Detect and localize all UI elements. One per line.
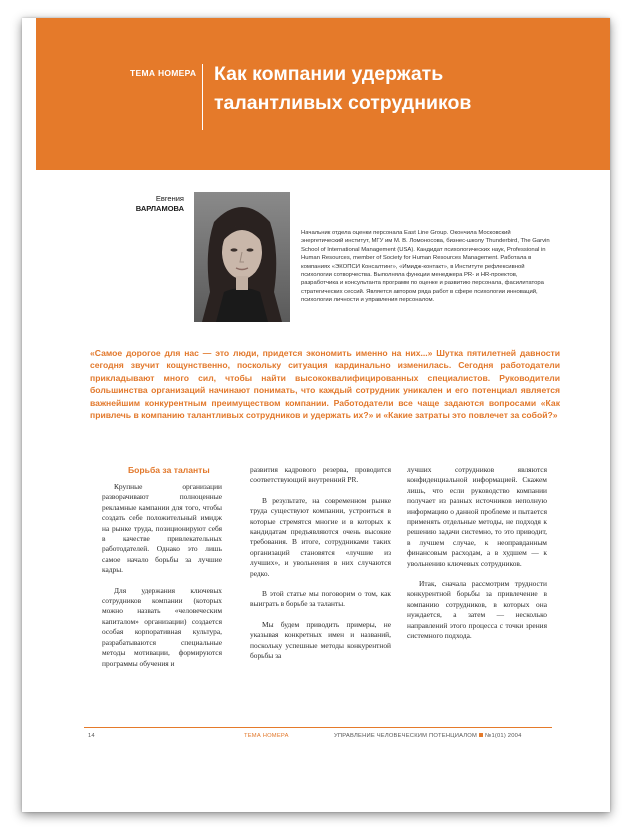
footer-rubric: ТЕМА НОМЕРА	[244, 733, 289, 739]
article-lead: «Самое дорогое для нас — это люди, придется экономить именно на них...» Шутка пятилетней давности сегодня звучит кощунственно, поскольку ситуация кардинально изменилась. Сегодня работодатели прикладывают много сил, чтобы найти высококвалифицированных специалистов. Руководители большинства организаций начинают понимать, что каждый сотрудник уникален и его потенциал является важнейшим конкурентным преимуществом компании. Работодатели все чаще задаются вопросами «Как привлечь в компанию талантливых сотрудников и удержать их?» и «Какие затраты это повлечет за собой?»	[90, 348, 560, 421]
author-first-name: Евгения	[155, 194, 184, 203]
paragraph: В результате, на современном рынке труда существуют компании, устроиться в которые стремятся многие и в которых к кандидатам предъявляются очень высокие требования. В итоге, сотрудниками таких организаций становятся «лучшие из лучших», и увольнения в них случаются редко.	[250, 495, 391, 578]
paragraph: Для удержания ключевых сотрудников компании (которых можно назвать «человеческим капиталом» организации) создается особая корпоративная культура, разрабатываются специальные методы мотивации, формируются программы обучения и	[102, 585, 222, 668]
paragraph: Итак, сначала рассмотрим трудности конкурентной борьбы за привлечение в компанию сотрудников, в которых она нуждается, а затем — несколько направлений этого процесса с точки зрения системного подхода.	[407, 579, 547, 641]
paragraph: лучших сотрудников являются конфиденциальной информацией. Скажем лишь, что если руководство компании получает из разных источников неполную информацию о данной проблеме и пытается применять отдельные методы, не подходя к решению задачи системно, то это приводит, в лучшем случае, к неоправданным финансовым расходам, а в худшем — к увольнению ключевых сотрудников.	[407, 465, 547, 568]
paragraph: В этой статье мы поговорим о том, как выиграть в борьбе за таланты.	[250, 589, 391, 609]
text-column-1	[102, 482, 222, 669]
author-bio: Начальник отдела оценки персонала East Line Group. Окончила Московский энергетический институт, МГУ им М. В. Ломоносова, бизнес-школу Thunderbird, The Garvin School of International Management (USA). Кандидат психологических наук, Professional in Human Resources, member of Society for Human Resources Management. Работала в компаниях «ЭКОПСИ Консалтинг», «Имидж-контакт», в Институте рефлексивной психологии сотворчества. Выполняла функции менеджера PR- и HR-проектов, разработчика и консультанта программ по оценке и развитию персонала, фасилитатора стратегических сессий. Является автором ряда работ в сфере психологии инноваций, психологии личности и управления персоналом.	[301, 230, 550, 304]
text-column-2	[250, 465, 391, 662]
text-column-3	[407, 465, 547, 642]
issue-number: №1(01) 2004	[485, 733, 522, 739]
square-bullet-icon	[479, 733, 483, 737]
author-photo	[194, 192, 290, 322]
paragraph: развития кадрового резерва, проводится соответствующий внутренний PR.	[250, 465, 391, 485]
article-title: Как компании удержать талантливых сотрудников	[214, 63, 472, 114]
paragraph: Крупные организации разворачивают полноценные рекламные кампании для того, чтобы создать себе положительный имидж на рынке труда, позиционируют себя в качестве привлекательных работодателей. Однако это лишь самое начало борьбы за лучшие кадры.	[102, 482, 222, 575]
footer-divider	[84, 727, 552, 728]
page-number: 14	[88, 733, 95, 739]
author-last-name: ВАРЛАМОВА	[135, 204, 184, 213]
title-divider	[202, 64, 203, 130]
paragraph: Мы будем приводить примеры, не указывая конкретных имен и названий, поскольку успешные методы конкурентной борьбы за	[250, 619, 391, 661]
header-banner	[36, 18, 610, 170]
magazine-name: УПРАВЛЕНИЕ ЧЕЛОВЕЧЕСКИМ ПОТЕНЦИАЛОМ	[334, 733, 478, 739]
author-name	[118, 194, 184, 214]
magazine-page	[22, 18, 610, 812]
section-rubric: ТЕМА НОМЕРА	[130, 68, 197, 78]
section-heading: Борьба за таланты	[128, 465, 210, 475]
footer-magazine	[334, 733, 522, 739]
